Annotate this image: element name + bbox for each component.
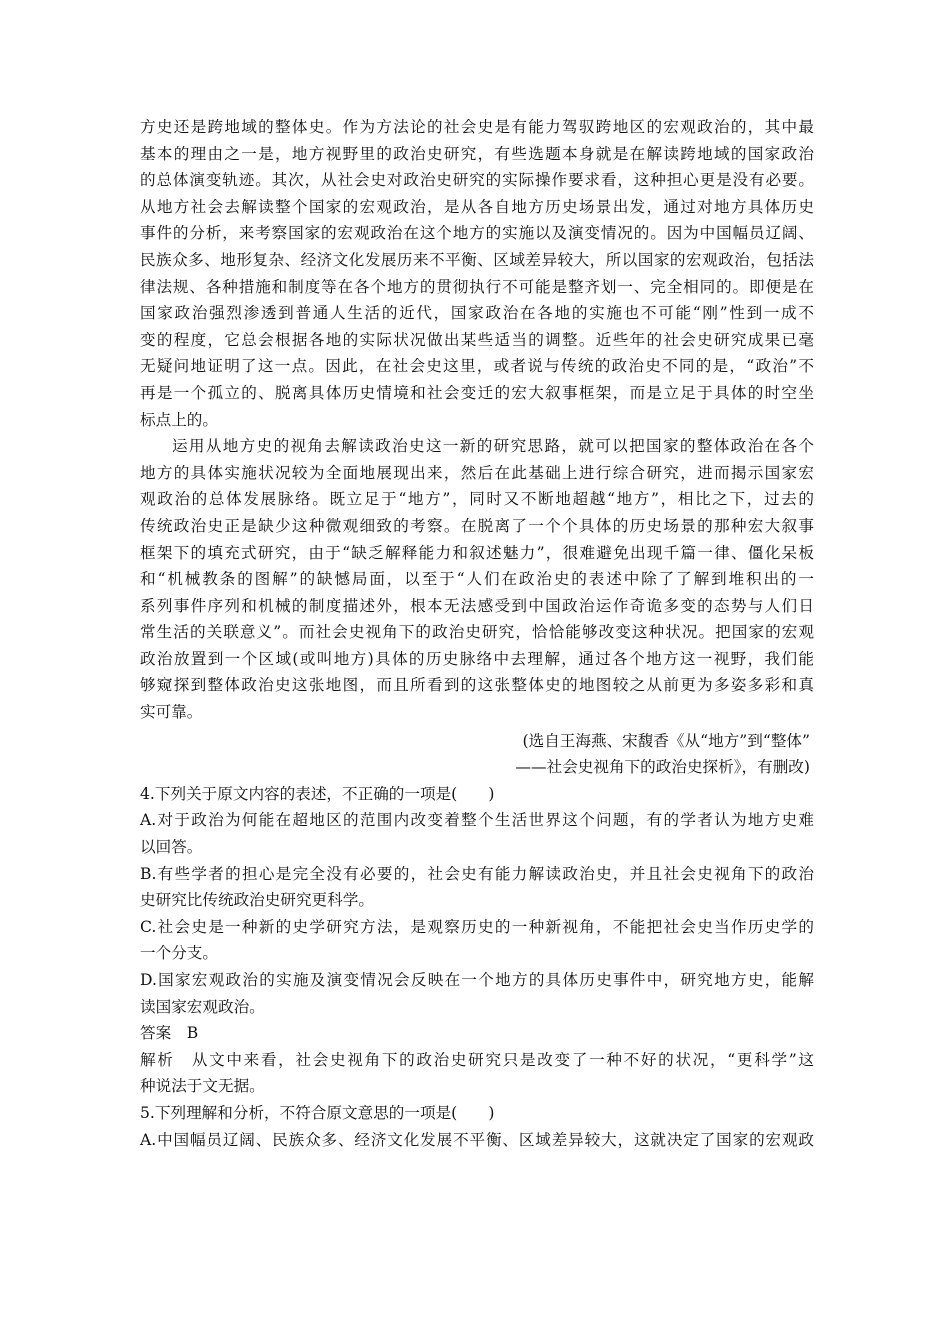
text-line: 常生活的关联意义”。而社会史视角下的政治史研究，恰恰能够改变这种状况。把国家的宏观 [140, 623, 814, 642]
text-line: 和“机械教条的图解”的缺憾局面，以至于“人们在政治史的表述中除了了解到堆积出的一 [140, 570, 814, 589]
text-line: 的总体演变轨迹。其次，从社会史对政治史研究的实际操作要求看，这种担心更是没有必要。 [140, 171, 814, 190]
text-line: 实可靠。 [140, 703, 203, 722]
text-line: 变的程度，它总会根据各地的实际状况做出某些适当的调整。近些年的社会史研究成果已毫 [140, 330, 814, 349]
option-a [140, 807, 814, 860]
option-line: 史研究比传统政治史研究更科学。 [140, 891, 374, 910]
citation-line: (选自王海燕、宋馥香《从“地方”到“整体” [522, 731, 810, 750]
option-d [140, 967, 814, 1020]
question-stem: 5.下列理解和分析，不符合原文意思的一项是( ) [140, 1103, 495, 1122]
analysis [140, 1047, 814, 1100]
text-line: 基本的理由之一是，地方视野里的政治史研究，有些选题本身就是在解读跨地域的国家政治 [140, 144, 814, 163]
option-line: 以回答。 [140, 838, 203, 857]
text-line: 政治放置到一个区域(或叫地方)具体的历史脉络中去理解，通过各个地方这一视野，我们能 [140, 649, 814, 668]
text-line: 够窥探到整体政治史这张地图，而且所看到的这张整体史的地图较之从前更为多姿多彩和真 [140, 676, 814, 695]
analysis-line: 种说法于文无据。 [140, 1077, 265, 1096]
answer-line: 答案 B [140, 1024, 199, 1043]
text-line: 方史还是跨地域的整体史。作为方法论的社会史是有能力驾驭跨地区的宏观政治的，其中最 [140, 118, 814, 136]
analysis-line: 解析 从文中来看，社会史视角下的政治史研究只是改变了一种不好的状况，“更科学”这 [140, 1050, 814, 1069]
text-line: 地方的具体实施状况较为全面地展现出来，然后在此基础上进行综合研究，进而揭示国家宏 [140, 463, 814, 482]
text-line: 再是一个孤立的、脱离具体历史情境和社会变迁的宏大叙事框架，而是立足于具体的时空坐 [140, 383, 814, 402]
text-line: 从地方社会去解读整个国家的宏观政治，是从各自地方历史场景出发，通过对地方具体历史 [140, 197, 814, 216]
citation-line: ——社会史视角下的政治史探析》，有删改) [515, 758, 810, 777]
text-line: 国家政治强烈渗透到普通人生活的近代，国家政治在各地的实施也不可能“刚”性到一成不 [140, 304, 814, 323]
passage-paragraph-1 [140, 114, 814, 433]
text-line: 无疑问地证明了这一点。因此，在社会史这里，或者说与传统的政治史不同的是，“政治”不 [140, 357, 814, 376]
option-line: C.社会史是一种新的史学研究方法，是观察历史的一种新视角，不能把社会史当作历史学的 [140, 917, 814, 936]
passage-paragraph-2 [140, 433, 814, 726]
text-line: 民族众多、地形复杂、经济文化发展历来不平衡、区域差异较大，所以国家的宏观政治，包括法 [140, 250, 814, 269]
option-line: D.国家宏观政治的实施及演变情况会反映在一个地方的具体历史事件中，研究地方史，能解 [140, 971, 814, 989]
option-line: 一个分支。 [140, 944, 218, 963]
option-b [140, 861, 814, 914]
text-line: 事件的分析，来考察国家的宏观政治在这个地方的实施以及演变情况的。因为中国幅员辽阔、 [140, 224, 814, 243]
text-line: 传统政治史正是缺少这种微观细致的考察。在脱离了一个个具体的历史场景的那种宏大叙事 [140, 516, 814, 535]
text-line: 律法规、各种措施和制度等在各个地方的贯彻执行不可能是整齐划一、完全相同的。即便是在 [140, 277, 814, 296]
option-line: A.中国幅员辽阔、民族众多、经济文化发展不平衡、区域差异较大，这就决定了国家的宏观政 [140, 1130, 814, 1149]
text-line: 框架下的填充式研究，由于“缺乏解释能力和叙述魅力”，很难避免出现千篇一律、僵化呆板 [140, 543, 814, 562]
option-line: B.有些学者的担心是完全没有必要的，社会史有能力解读政治史，并且社会史视角下的政治 [140, 864, 814, 883]
question-5 [140, 1100, 814, 1153]
text-line: 运用从地方史的视角去解读政治史这一新的研究思路，就可以把国家的整体政治在各个 [172, 437, 814, 456]
text-line: 标点上的。 [140, 410, 218, 429]
option-line: A.对于政治为何能在超地区的范围内改变着整个生活世界这个问题，有的学者认为地方史难 [140, 811, 814, 830]
text-line: 观政治的总体发展脉络。既立足于“地方”，同时又不断地超越“地方”，相比之下，过去的 [140, 490, 814, 509]
source-citation [140, 728, 814, 781]
question-4 [140, 781, 814, 1100]
option-c [140, 914, 814, 967]
text-line: 系列事件序列和机械的制度描述外，根本无法感受到中国政治运作奇诡多变的态势与人们日 [140, 596, 814, 615]
question-stem: 4.下列关于原文内容的表述，不正确的一项是( ) [140, 784, 495, 803]
option-a [140, 1127, 814, 1154]
option-line: 读国家宏观政治。 [140, 997, 265, 1016]
